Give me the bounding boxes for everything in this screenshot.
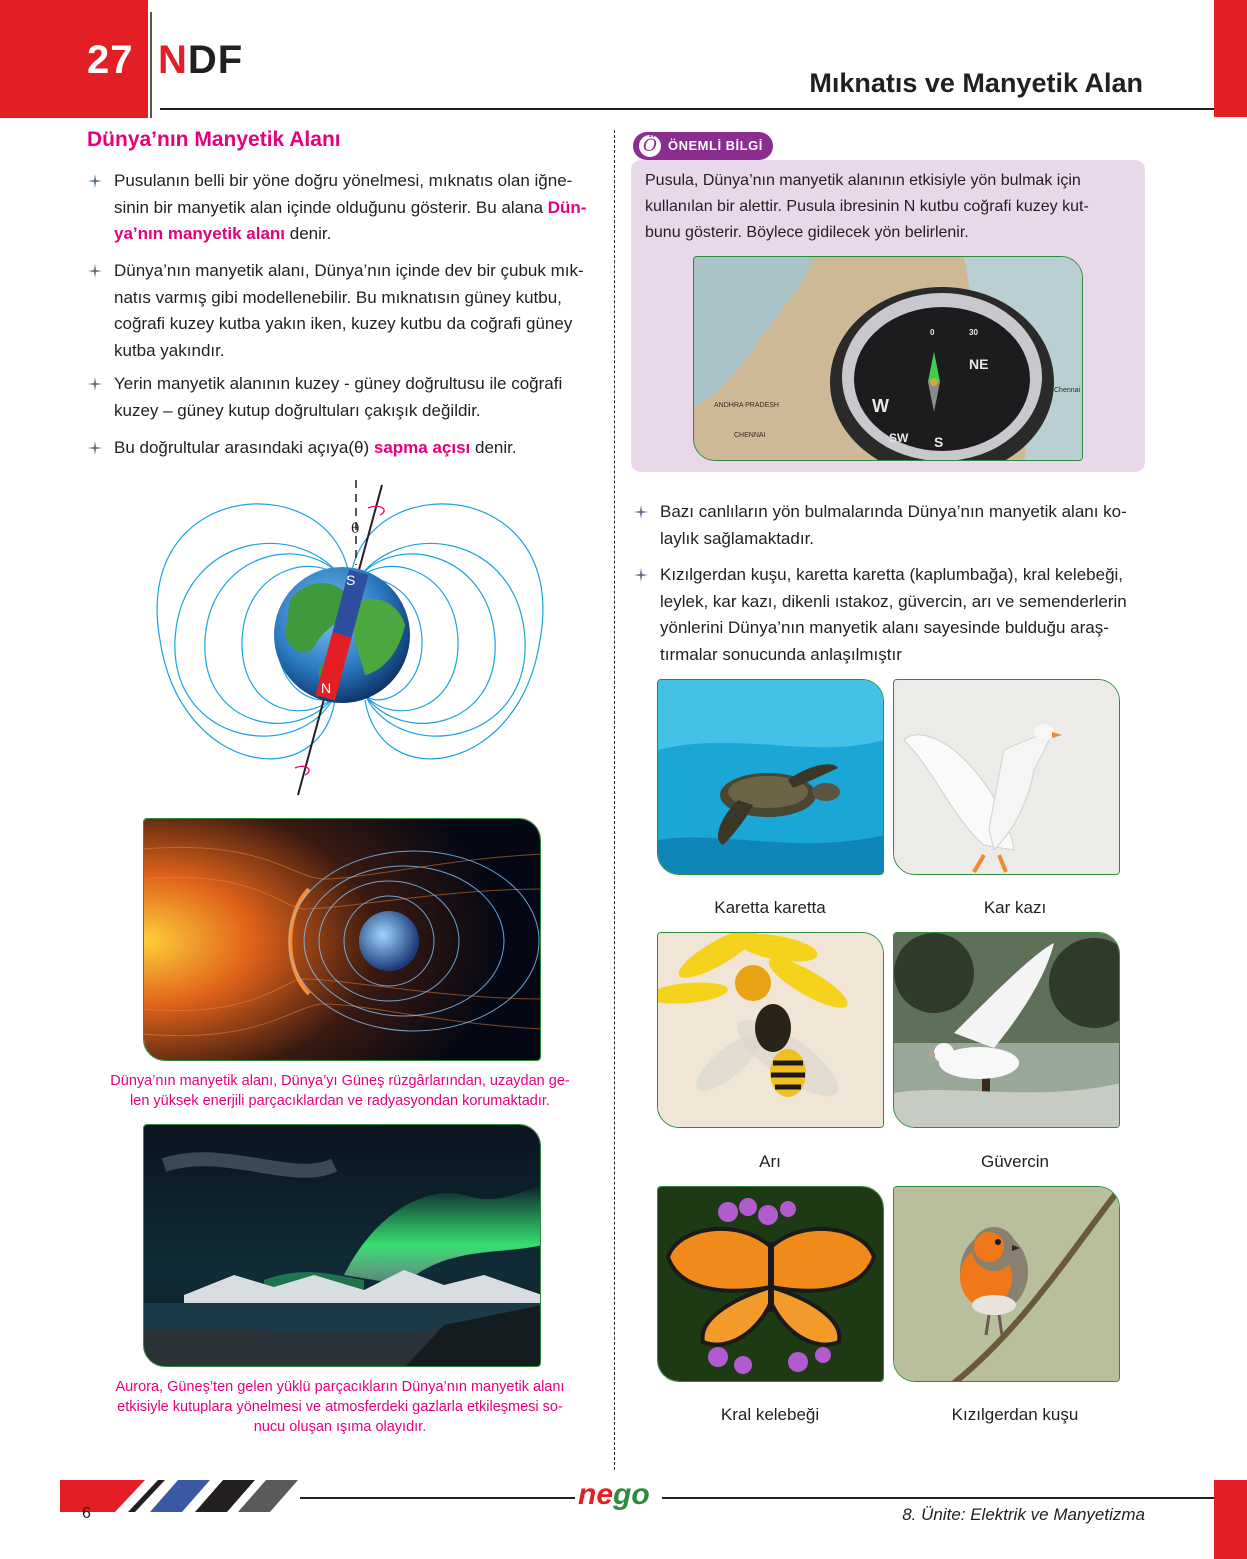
page-number: 6 xyxy=(82,1505,91,1522)
important-info-text: Pusula, Dünya’nın manyetik alanının etkisiyle yön bulmak için kullanılan bir alettir. Pusula ibresinin N kutbu coğrafi kuzey kut- bunu gösterir. Böylece gidilecek yön belirlenir. xyxy=(645,172,1089,241)
svg-text:NE: NE xyxy=(969,356,989,372)
earth-magnetic-field-diagram xyxy=(150,475,550,805)
info-o-icon: Ö xyxy=(637,133,663,159)
pole-s-label: S xyxy=(346,572,356,588)
snow-goose-image xyxy=(893,679,1120,875)
animal-caption: Kızılgerdan kuşu xyxy=(951,1405,1079,1424)
svg-text:30: 30 xyxy=(969,328,978,337)
animal-caption: Arı xyxy=(759,1152,781,1171)
svg-text:S: S xyxy=(934,434,944,450)
angle-label: θ xyxy=(351,521,360,537)
animal-caption: Karetta karetta xyxy=(714,898,826,917)
svg-text:0: 0 xyxy=(930,328,935,337)
magnetosphere-image xyxy=(143,818,541,1061)
robin-image xyxy=(893,1186,1120,1382)
footer-rule xyxy=(662,1497,1214,1499)
svg-text:Chennai: Chennai xyxy=(1054,387,1081,394)
svg-text:ANDHRA PRADESH: ANDHRA PRADESH xyxy=(714,402,779,409)
star-bullet-icon xyxy=(87,263,103,279)
chapter-number: 27 xyxy=(87,38,134,82)
aurora-caption: Aurora, Güneş’ten gelen yüklü parçacıkların Dünya’nın manyetik alanı etkisiyle kutuplara yönelmesi ve atmosferdeki gazlarla etkileşmesi so- nucu oluşan ışıma olayıdır. xyxy=(115,1379,565,1435)
footer-rule xyxy=(300,1497,575,1499)
footer-stripes-decor xyxy=(60,1480,300,1530)
magnetosphere-caption: Dünya’nın manyetik alanı, Dünya’yı Güneş rüzgârlarından, uzaydan ge- len yüksek enerjili parçacıklardan ve radyasyondan korumaktadır. xyxy=(110,1073,570,1109)
svg-text:W: W xyxy=(872,396,889,416)
section-title: Dünya’nın Manyetik Alanı xyxy=(87,128,341,151)
animal-caption: Kar kazı xyxy=(983,898,1047,917)
header-divider xyxy=(150,12,152,118)
pigeon-image xyxy=(893,932,1120,1128)
unit-title: 8. Ünite: Elektrik ve Manyetizma xyxy=(902,1505,1145,1524)
star-bullet-icon xyxy=(633,567,649,583)
monarch-butterfly-image xyxy=(657,1186,884,1382)
animal-caption: Güvercin xyxy=(980,1152,1050,1171)
header-rule xyxy=(160,108,1214,110)
important-info-label: ÖNEMLİ BİLGİ xyxy=(668,138,763,153)
right-edge-tab-bottom xyxy=(1214,1480,1247,1559)
rotation-arrow-icon xyxy=(295,766,309,775)
right-edge-tab xyxy=(1214,0,1247,117)
pole-n-label: N xyxy=(321,680,332,696)
page-title: Mıknatıs ve Manyetik Alan xyxy=(809,68,1143,98)
svg-text:CHENNAI: CHENNAI xyxy=(734,432,766,439)
animal-caption: Kral kelebeği xyxy=(720,1405,820,1424)
star-bullet-icon xyxy=(633,504,649,520)
turtle-image xyxy=(657,679,884,875)
aurora-image xyxy=(143,1124,541,1367)
star-bullet-icon xyxy=(87,173,103,189)
star-bullet-icon xyxy=(87,440,103,456)
bee-image xyxy=(657,932,884,1128)
compass-image xyxy=(693,256,1083,461)
publisher-logo: nego xyxy=(578,1478,650,1511)
column-divider xyxy=(614,130,615,1470)
svg-text:SW: SW xyxy=(889,431,909,445)
star-bullet-icon xyxy=(87,376,103,392)
series-logo: NDF xyxy=(158,38,244,82)
